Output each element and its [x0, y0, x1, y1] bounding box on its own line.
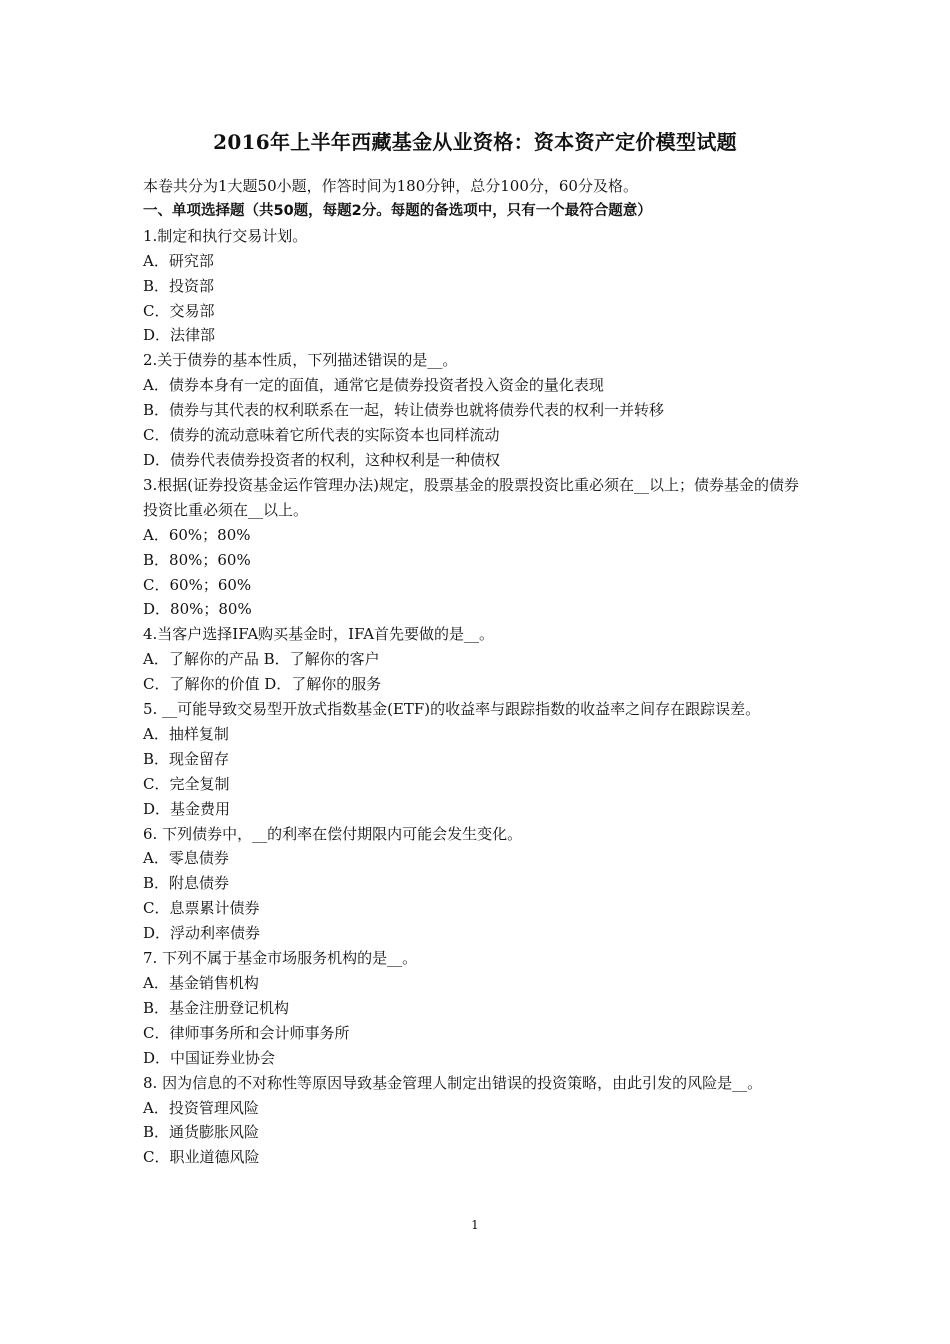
page-title: 2016年上半年西藏基金从业资格：资本资产定价模型试题 [213, 130, 737, 154]
option-item: A．债券本身有一定的面值，通常它是债券投资者投入资金的量化表现 [143, 376, 604, 395]
section-heading: 一、单项选择题（共50题，每题2分。每题的备选项中，只有一个最符合题意） [143, 202, 652, 219]
option-item: A．投资管理风险 [143, 1098, 259, 1117]
question-stem: 5. __可能导致交易型开放式指数基金(ETF)的收益率与跟踪指数的收益率之间存在跟踪误差。 [143, 700, 761, 719]
option-item: C．息票累计债券 [143, 899, 260, 918]
option-item: A．研究部 [143, 251, 214, 270]
question-stem: 8. 因为信息的不对称性等原因导致基金管理人制定出错误的投资策略，由此引发的风险是__。 [143, 1073, 763, 1092]
option-item: C．职业道德风险 [143, 1148, 260, 1167]
intro-text: 本卷共分为1大题50小题，作答时间为180分钟，总分100分，60分及格。 [143, 177, 638, 195]
option-item: A．60%；80% [143, 525, 251, 544]
option-item: D．债券代表债券投资者的权利，这种权利是一种债权 [143, 450, 501, 469]
option-item: C．完全复制 [143, 774, 230, 793]
option-item: D．80%；80% [143, 600, 252, 619]
option-item: B．附息债券 [143, 874, 230, 893]
question-stem: 1.制定和执行交易计划。 [143, 226, 308, 245]
option-item: D．法律部 [143, 326, 216, 345]
option-item: C．律师事务所和会计师事务所 [143, 1023, 350, 1042]
option-item: C．债券的流动意味着它所代表的实际资本也同样流动 [143, 426, 500, 445]
option-item: B．债券与其代表的权利联系在一起，转让债券也就将债券代表的权利一并转移 [143, 401, 665, 420]
option-item: B．现金留存 [143, 749, 230, 768]
option-item: A．基金销售机构 [143, 974, 259, 992]
option-item: A．抽样复制 [143, 724, 229, 743]
option-item: A．零息债券 [143, 849, 229, 868]
question-stem: 7. 下列不属于基金市场服务机构的是__。 [143, 949, 418, 968]
question-stem: 2.关于债券的基本性质，下列描述错误的是__。 [143, 351, 458, 370]
option-item: B．投资部 [143, 276, 215, 295]
question-stem: 3.根据(证券投资基金运作管理办法)规定，股票基金的股票投资比重必须在__以上；债券基金的债券投资比重必须在__以上。 [143, 475, 800, 519]
option-item: C．交易部 [143, 301, 215, 320]
option-item: C．60%；60% [143, 575, 252, 594]
option-item: D．中国证券业协会 [143, 1048, 276, 1067]
option-item: D．浮动利率债券 [143, 924, 261, 943]
option-item: C．了解你的价值 D．了解你的服务 [143, 675, 382, 694]
option-item: B．通货膨胀风险 [143, 1123, 260, 1142]
page-number: 1 [471, 1218, 479, 1232]
question-stem: 6. 下列债券中，__的利率在偿付期限内可能会发生变化。 [143, 824, 523, 843]
option-item: B．基金注册登记机构 [143, 998, 290, 1017]
question-stem: 4.当客户选择IFA购买基金时，IFA首先要做的是__。 [143, 625, 495, 644]
exam-body [143, 174, 811, 1170]
option-item: B．80%；60% [143, 550, 251, 569]
option-item: A．了解你的产品 B．了解你的客户 [143, 650, 380, 669]
option-item: D．基金费用 [143, 799, 231, 818]
